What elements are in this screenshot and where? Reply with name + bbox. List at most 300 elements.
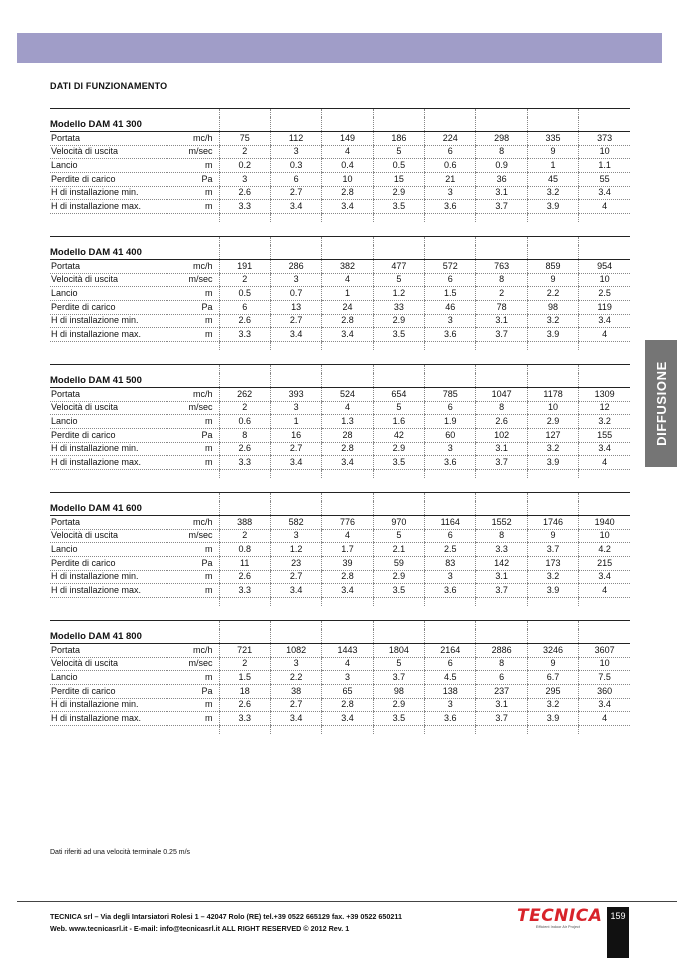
table-cell: 5: [373, 273, 424, 287]
table-cell: 0.4: [322, 159, 373, 173]
table-cell: 3.3: [219, 584, 270, 598]
table-cell: 524: [322, 388, 373, 402]
row-unit: Pa: [167, 685, 219, 699]
row-unit: mc/h: [167, 516, 219, 530]
table-row: [50, 314, 630, 328]
table-row: [50, 685, 630, 699]
row-unit: m: [167, 570, 219, 584]
table-cell: 3.1: [476, 186, 527, 200]
table-cell: 10: [579, 145, 630, 159]
row-label: Velocità di uscita: [50, 145, 167, 159]
table-cell: 4: [579, 712, 630, 726]
row-label: Lancio: [50, 671, 167, 685]
row-unit: mc/h: [167, 260, 219, 274]
table-cell: 3.5: [373, 712, 424, 726]
table-cell: 3.4: [270, 584, 321, 598]
table-cell: 2.9: [373, 442, 424, 456]
performance-table: [50, 492, 630, 606]
tecnica-logo: [517, 906, 603, 933]
table-cell: 3: [270, 529, 321, 543]
table-cell: 3.9: [527, 584, 578, 598]
table-cell: 18: [219, 685, 270, 699]
table-cell: 6: [425, 401, 476, 415]
table-row: [50, 388, 630, 402]
row-unit: m: [167, 186, 219, 200]
table-cell: 3.1: [476, 314, 527, 328]
table-cell: 3: [425, 698, 476, 712]
footnote: Dati riferiti ad una velocità terminale 0.25 m/s: [50, 849, 191, 856]
table-cell: 2: [219, 145, 270, 159]
row-label: Portata: [50, 132, 167, 146]
table-cell: 1.1: [579, 159, 630, 173]
table-cell: 3: [425, 314, 476, 328]
table-cell: 28: [322, 429, 373, 443]
table-cell: 477: [373, 260, 424, 274]
table-cell: 10: [579, 657, 630, 671]
row-unit: mc/h: [167, 132, 219, 146]
row-label: Perdite di carico: [50, 173, 167, 187]
table-cell: 1: [270, 415, 321, 429]
table-cell: 75: [219, 132, 270, 146]
row-unit: m: [167, 287, 219, 301]
table-cell: 2.5: [579, 287, 630, 301]
row-label: Portata: [50, 644, 167, 658]
row-unit: m/sec: [167, 401, 219, 415]
table-cell: 2.6: [219, 186, 270, 200]
table-cell: 1309: [579, 388, 630, 402]
table-cell: 0.5: [373, 159, 424, 173]
table-cell: 335: [527, 132, 578, 146]
table-cell: 1.2: [373, 287, 424, 301]
table-cell: 3.7: [476, 712, 527, 726]
table-cell: 3.9: [527, 328, 578, 342]
row-unit: m: [167, 328, 219, 342]
row-unit: m/sec: [167, 145, 219, 159]
table-cell: 2.8: [322, 186, 373, 200]
table-cell: 59: [373, 557, 424, 571]
table-row: [50, 570, 630, 584]
table-row: [50, 159, 630, 173]
table-cell: 298: [476, 132, 527, 146]
table-cell: 2.9: [373, 186, 424, 200]
table-cell: 6: [425, 145, 476, 159]
table-cell: 763: [476, 260, 527, 274]
table-cell: 38: [270, 685, 321, 699]
table-cell: 2.7: [270, 698, 321, 712]
table-cell: 2.9: [527, 415, 578, 429]
table-cell: 360: [579, 685, 630, 699]
table-cell: 4.5: [425, 671, 476, 685]
table-cell: 2.7: [270, 314, 321, 328]
table-cell: 954: [579, 260, 630, 274]
table-cell: 2: [219, 273, 270, 287]
row-unit: Pa: [167, 557, 219, 571]
performance-table: [50, 364, 630, 478]
table-cell: 1.3: [322, 415, 373, 429]
table-cell: 572: [425, 260, 476, 274]
table-cell: 3: [425, 570, 476, 584]
table-cell: 9: [527, 529, 578, 543]
table-cell: 3.1: [476, 698, 527, 712]
table-row: [50, 401, 630, 415]
table-cell: 36: [476, 173, 527, 187]
table-cell: 3.9: [527, 712, 578, 726]
row-label: H di installazione min.: [50, 570, 167, 584]
table-cell: 1746: [527, 516, 578, 530]
table-cell: 1.6: [373, 415, 424, 429]
table-cell: 5: [373, 657, 424, 671]
table-cell: 2.8: [322, 570, 373, 584]
row-unit: m: [167, 698, 219, 712]
table-cell: 2.8: [322, 442, 373, 456]
table-cell: 2.7: [270, 442, 321, 456]
header-band: [17, 33, 662, 63]
row-unit: m: [167, 442, 219, 456]
table-model-title: Modello DAM 41 600: [50, 501, 219, 516]
row-label: Velocità di uscita: [50, 657, 167, 671]
table-cell: 3.2: [527, 570, 578, 584]
table-cell: 155: [579, 429, 630, 443]
table-cell: 10: [579, 273, 630, 287]
table-cell: 3: [425, 442, 476, 456]
table-cell: 654: [373, 388, 424, 402]
table-cell: 1178: [527, 388, 578, 402]
table-cell: 2.9: [373, 698, 424, 712]
table-row: [50, 301, 630, 315]
table-cell: 3: [270, 145, 321, 159]
table-row: [50, 328, 630, 342]
row-unit: mc/h: [167, 644, 219, 658]
row-label: Portata: [50, 388, 167, 402]
table-model-title: Modello DAM 41 500: [50, 373, 219, 388]
row-label: Portata: [50, 516, 167, 530]
table-cell: 7.5: [579, 671, 630, 685]
table-model-title: Modello DAM 41 800: [50, 629, 219, 644]
table-cell: 3.6: [425, 328, 476, 342]
table-cell: 2164: [425, 644, 476, 658]
footer-line-2: Web. www.tecnicasrl.it - E-mail: info@tecnicasrl.it ALL RIGHT RESERVED © 2012 Rev. 1: [50, 924, 350, 933]
table-row: [50, 712, 630, 726]
table-cell: 1164: [425, 516, 476, 530]
table-cell: 0.8: [219, 543, 270, 557]
table-cell: 119: [579, 301, 630, 315]
table-cell: 8: [476, 145, 527, 159]
table-cell: 2: [219, 401, 270, 415]
table-cell: 859: [527, 260, 578, 274]
table-cell: 4.2: [579, 543, 630, 557]
table-cell: 1.5: [425, 287, 476, 301]
table-cell: 12: [579, 401, 630, 415]
table-cell: 6.7: [527, 671, 578, 685]
table-cell: 102: [476, 429, 527, 443]
table-cell: 78: [476, 301, 527, 315]
row-label: H di installazione max.: [50, 328, 167, 342]
table-cell: 6: [476, 671, 527, 685]
table-cell: 127: [527, 429, 578, 443]
table-row: [50, 186, 630, 200]
table-cell: 21: [425, 173, 476, 187]
row-unit: m: [167, 200, 219, 214]
row-label: H di installazione min.: [50, 698, 167, 712]
table-cell: 24: [322, 301, 373, 315]
table-cell: 0.7: [270, 287, 321, 301]
table-cell: 1552: [476, 516, 527, 530]
logo-tagline: Efficient Indoor Air Project: [535, 925, 581, 929]
table-cell: 0.6: [219, 415, 270, 429]
table-cell: 3.5: [373, 200, 424, 214]
table-cell: 3.4: [270, 456, 321, 470]
table-cell: 173: [527, 557, 578, 571]
table-row: [50, 287, 630, 301]
table-row: [50, 456, 630, 470]
table-cell: 3.5: [373, 328, 424, 342]
table-row: [50, 529, 630, 543]
table-cell: 3.3: [476, 543, 527, 557]
table-cell: 4: [322, 529, 373, 543]
row-label: Lancio: [50, 543, 167, 557]
table-cell: 65: [322, 685, 373, 699]
table-row: [50, 644, 630, 658]
table-row: [50, 415, 630, 429]
table-cell: 3.1: [476, 442, 527, 456]
performance-table: [50, 236, 630, 350]
table-cell: 2.6: [476, 415, 527, 429]
table-cell: 3: [219, 173, 270, 187]
table-cell: 3.4: [579, 442, 630, 456]
row-label: Portata: [50, 260, 167, 274]
table-cell: 215: [579, 557, 630, 571]
table-cell: 3.3: [219, 712, 270, 726]
table-cell: 3.2: [527, 314, 578, 328]
table-cell: 262: [219, 388, 270, 402]
footer-contact: [50, 911, 402, 935]
table-row: [50, 442, 630, 456]
table-cell: 8: [476, 273, 527, 287]
table-cell: 23: [270, 557, 321, 571]
table-cell: 1: [322, 287, 373, 301]
table-cell: 11: [219, 557, 270, 571]
table-cell: 3.4: [579, 314, 630, 328]
table-cell: 8: [476, 401, 527, 415]
table-cell: 2.2: [270, 671, 321, 685]
table-cell: 4: [579, 328, 630, 342]
table-cell: 3.4: [322, 584, 373, 598]
table-cell: 3: [322, 671, 373, 685]
row-label: Velocità di uscita: [50, 529, 167, 543]
table-cell: 3.3: [219, 328, 270, 342]
section-title: DATI DI FUNZIONAMENTO: [50, 81, 168, 91]
row-label: Perdite di carico: [50, 301, 167, 315]
table-cell: 2: [219, 657, 270, 671]
table-cell: 55: [579, 173, 630, 187]
table-row: [50, 173, 630, 187]
table-cell: 3.4: [579, 186, 630, 200]
row-label: Velocità di uscita: [50, 273, 167, 287]
row-unit: m: [167, 671, 219, 685]
table-row: [50, 132, 630, 146]
performance-table: [50, 108, 630, 222]
row-label: H di installazione max.: [50, 456, 167, 470]
row-unit: m: [167, 543, 219, 557]
table-cell: 3.9: [527, 456, 578, 470]
table-cell: 9: [527, 657, 578, 671]
row-label: Lancio: [50, 159, 167, 173]
table-cell: 1443: [322, 644, 373, 658]
row-unit: m: [167, 584, 219, 598]
table-cell: 1.7: [322, 543, 373, 557]
table-cell: 4: [579, 200, 630, 214]
table-cell: 8: [476, 529, 527, 543]
footer-line-1: TECNICA srl – Via degli Intarsiatori Rolesi 1 – 42047 Rolo (RE) tel.+39 0522 665129 fax. +39 0522 650211: [50, 912, 402, 921]
table-cell: 4: [322, 401, 373, 415]
table-cell: 2.5: [425, 543, 476, 557]
table-cell: 1.2: [270, 543, 321, 557]
page-number-box: [607, 907, 629, 958]
table-row: [50, 260, 630, 274]
table-cell: 5: [373, 401, 424, 415]
row-label: Perdite di carico: [50, 557, 167, 571]
table-cell: 3.6: [425, 712, 476, 726]
table-cell: 3.9: [527, 200, 578, 214]
table-cell: 388: [219, 516, 270, 530]
table-cell: 3: [270, 273, 321, 287]
table-row: [50, 584, 630, 598]
table-cell: 1.5: [219, 671, 270, 685]
table-row: [50, 200, 630, 214]
table-cell: 3.2: [579, 415, 630, 429]
table-cell: 3.4: [322, 456, 373, 470]
table-cell: 3.4: [270, 200, 321, 214]
table-cell: 3.7: [476, 328, 527, 342]
table-cell: 2.9: [373, 570, 424, 584]
table-cell: 45: [527, 173, 578, 187]
table-cell: 286: [270, 260, 321, 274]
table-cell: 6: [270, 173, 321, 187]
table-cell: 191: [219, 260, 270, 274]
table-cell: 46: [425, 301, 476, 315]
table-cell: 970: [373, 516, 424, 530]
row-label: H di installazione min.: [50, 442, 167, 456]
row-label: Perdite di carico: [50, 685, 167, 699]
side-tab-label: DIFFUSIONE: [653, 361, 669, 446]
table-cell: 3246: [527, 644, 578, 658]
table-cell: 6: [425, 657, 476, 671]
table-cell: 2.8: [322, 314, 373, 328]
table-cell: 0.3: [270, 159, 321, 173]
row-label: H di installazione max.: [50, 584, 167, 598]
table-cell: 3.6: [425, 584, 476, 598]
table-cell: 3.3: [219, 456, 270, 470]
row-unit: m/sec: [167, 529, 219, 543]
footer-divider: [17, 901, 677, 902]
table-cell: 382: [322, 260, 373, 274]
table-row: [50, 429, 630, 443]
table-model-title: Modello DAM 41 300: [50, 117, 219, 132]
table-cell: 16: [270, 429, 321, 443]
row-label: Velocità di uscita: [50, 401, 167, 415]
table-cell: 33: [373, 301, 424, 315]
table-cell: 4: [322, 273, 373, 287]
table-row: [50, 698, 630, 712]
table-cell: 0.6: [425, 159, 476, 173]
table-cell: 224: [425, 132, 476, 146]
row-unit: m/sec: [167, 273, 219, 287]
table-cell: 1047: [476, 388, 527, 402]
table-cell: 10: [527, 401, 578, 415]
table-cell: 142: [476, 557, 527, 571]
table-row: [50, 145, 630, 159]
table-cell: 3.7: [527, 543, 578, 557]
table-cell: 2.6: [219, 570, 270, 584]
table-cell: 2.6: [219, 314, 270, 328]
table-cell: 112: [270, 132, 321, 146]
table-cell: 3.7: [373, 671, 424, 685]
table-cell: 3.4: [579, 698, 630, 712]
table-cell: 6: [425, 529, 476, 543]
row-unit: Pa: [167, 429, 219, 443]
table-cell: 10: [579, 529, 630, 543]
table-cell: 3.6: [425, 200, 476, 214]
table-row: [50, 657, 630, 671]
page-number: 159: [610, 911, 626, 921]
table-cell: 3.4: [270, 328, 321, 342]
row-label: H di installazione min.: [50, 314, 167, 328]
table-cell: 98: [373, 685, 424, 699]
table-cell: 3.5: [373, 584, 424, 598]
table-cell: 2.2: [527, 287, 578, 301]
table-cell: 785: [425, 388, 476, 402]
table-cell: 8: [219, 429, 270, 443]
table-cell: 3.7: [476, 584, 527, 598]
table-cell: 3607: [579, 644, 630, 658]
table-row: [50, 671, 630, 685]
row-label: Perdite di carico: [50, 429, 167, 443]
table-cell: 3.2: [527, 186, 578, 200]
table-cell: 2.6: [219, 698, 270, 712]
row-unit: m: [167, 415, 219, 429]
table-cell: 2: [476, 287, 527, 301]
table-cell: 776: [322, 516, 373, 530]
table-cell: 4: [322, 145, 373, 159]
table-cell: 393: [270, 388, 321, 402]
logo-wordmark: TECNICA: [517, 906, 603, 926]
table-row: [50, 516, 630, 530]
table-cell: 3.7: [476, 456, 527, 470]
table-cell: 13: [270, 301, 321, 315]
table-cell: 3.4: [322, 712, 373, 726]
table-cell: 3.2: [527, 442, 578, 456]
side-tab: [645, 340, 677, 467]
table-cell: 9: [527, 145, 578, 159]
row-label: Lancio: [50, 415, 167, 429]
table-cell: 8: [476, 657, 527, 671]
table-row: [50, 557, 630, 571]
table-cell: 0.9: [476, 159, 527, 173]
table-cell: 98: [527, 301, 578, 315]
row-label: H di installazione max.: [50, 712, 167, 726]
table-cell: 1804: [373, 644, 424, 658]
table-cell: 3.6: [425, 456, 476, 470]
row-unit: m: [167, 159, 219, 173]
table-cell: 0.2: [219, 159, 270, 173]
table-cell: 3: [270, 657, 321, 671]
table-cell: 582: [270, 516, 321, 530]
table-cell: 9: [527, 273, 578, 287]
table-cell: 721: [219, 644, 270, 658]
table-cell: 149: [322, 132, 373, 146]
table-cell: 1.9: [425, 415, 476, 429]
table-cell: 3.4: [270, 712, 321, 726]
